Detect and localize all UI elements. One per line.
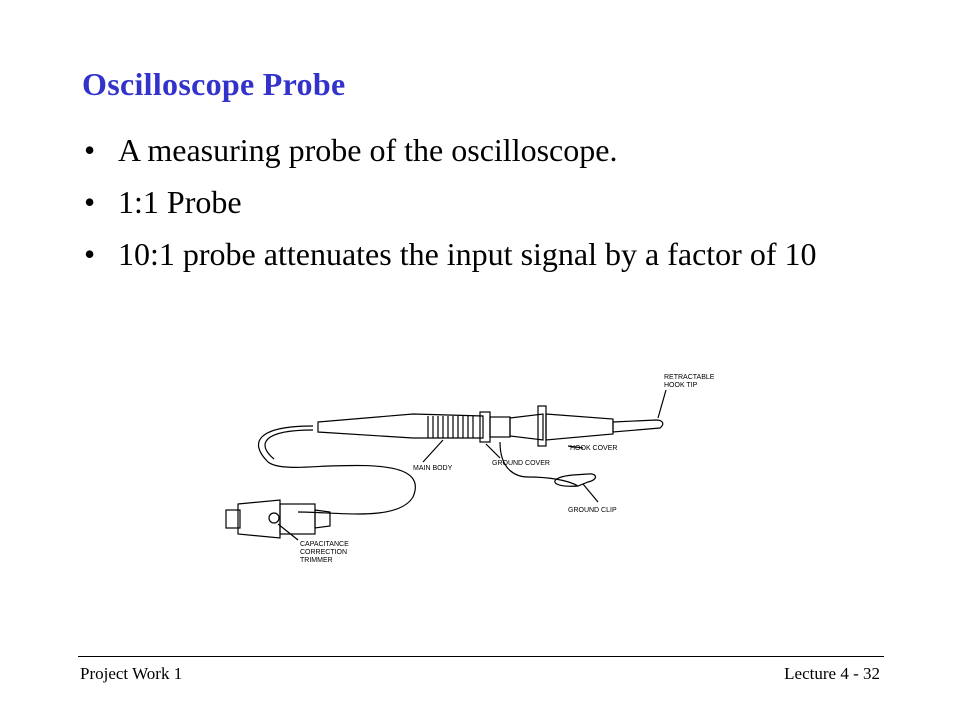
footer-course: Project Work 1 xyxy=(80,664,183,683)
bullet-dot: • xyxy=(84,184,96,220)
probe-cable xyxy=(258,426,415,514)
label-retractable-line2: HOOK TIP xyxy=(664,382,698,389)
probe-diagram xyxy=(218,362,758,582)
bullet-text: 10:1 probe attenuates the input signal by a factor of 10 xyxy=(118,236,817,272)
footer-divider xyxy=(78,656,884,657)
bullet-text: 1:1 Probe xyxy=(118,184,242,220)
bullet-item xyxy=(82,184,882,220)
trimmer-screw xyxy=(269,513,279,523)
main-body-ribs xyxy=(428,416,473,438)
bullet-dot: • xyxy=(84,132,96,168)
label-capacitance: CAPACITANCE xyxy=(300,541,349,548)
label-trimmer: TRIMMER xyxy=(300,557,333,564)
bullet-item xyxy=(82,132,882,168)
label-hook-cover: HOOK COVER xyxy=(570,445,618,452)
bullet-item xyxy=(82,236,882,272)
bullet-list xyxy=(82,132,882,288)
label-ground-clip: GROUND CLIP xyxy=(568,507,617,514)
label-correction: CORRECTION xyxy=(300,549,348,556)
footer-slide-number: Lecture 4 - 32 xyxy=(784,664,880,683)
hook-tip xyxy=(613,420,663,432)
probe-cable-inner xyxy=(265,430,313,459)
bullet-text: A measuring probe of the oscilloscope. xyxy=(118,132,618,168)
label-main-body: MAIN BODY xyxy=(413,465,453,472)
bullet-dot: • xyxy=(84,236,96,272)
label-retractable-line1: RETRACTABLE xyxy=(664,374,715,381)
label-ground-cover: GROUND COVER xyxy=(492,460,550,467)
probe-illustration xyxy=(218,362,758,582)
bnc-body xyxy=(238,500,280,538)
slide-title: Oscilloscope Probe xyxy=(82,66,346,102)
